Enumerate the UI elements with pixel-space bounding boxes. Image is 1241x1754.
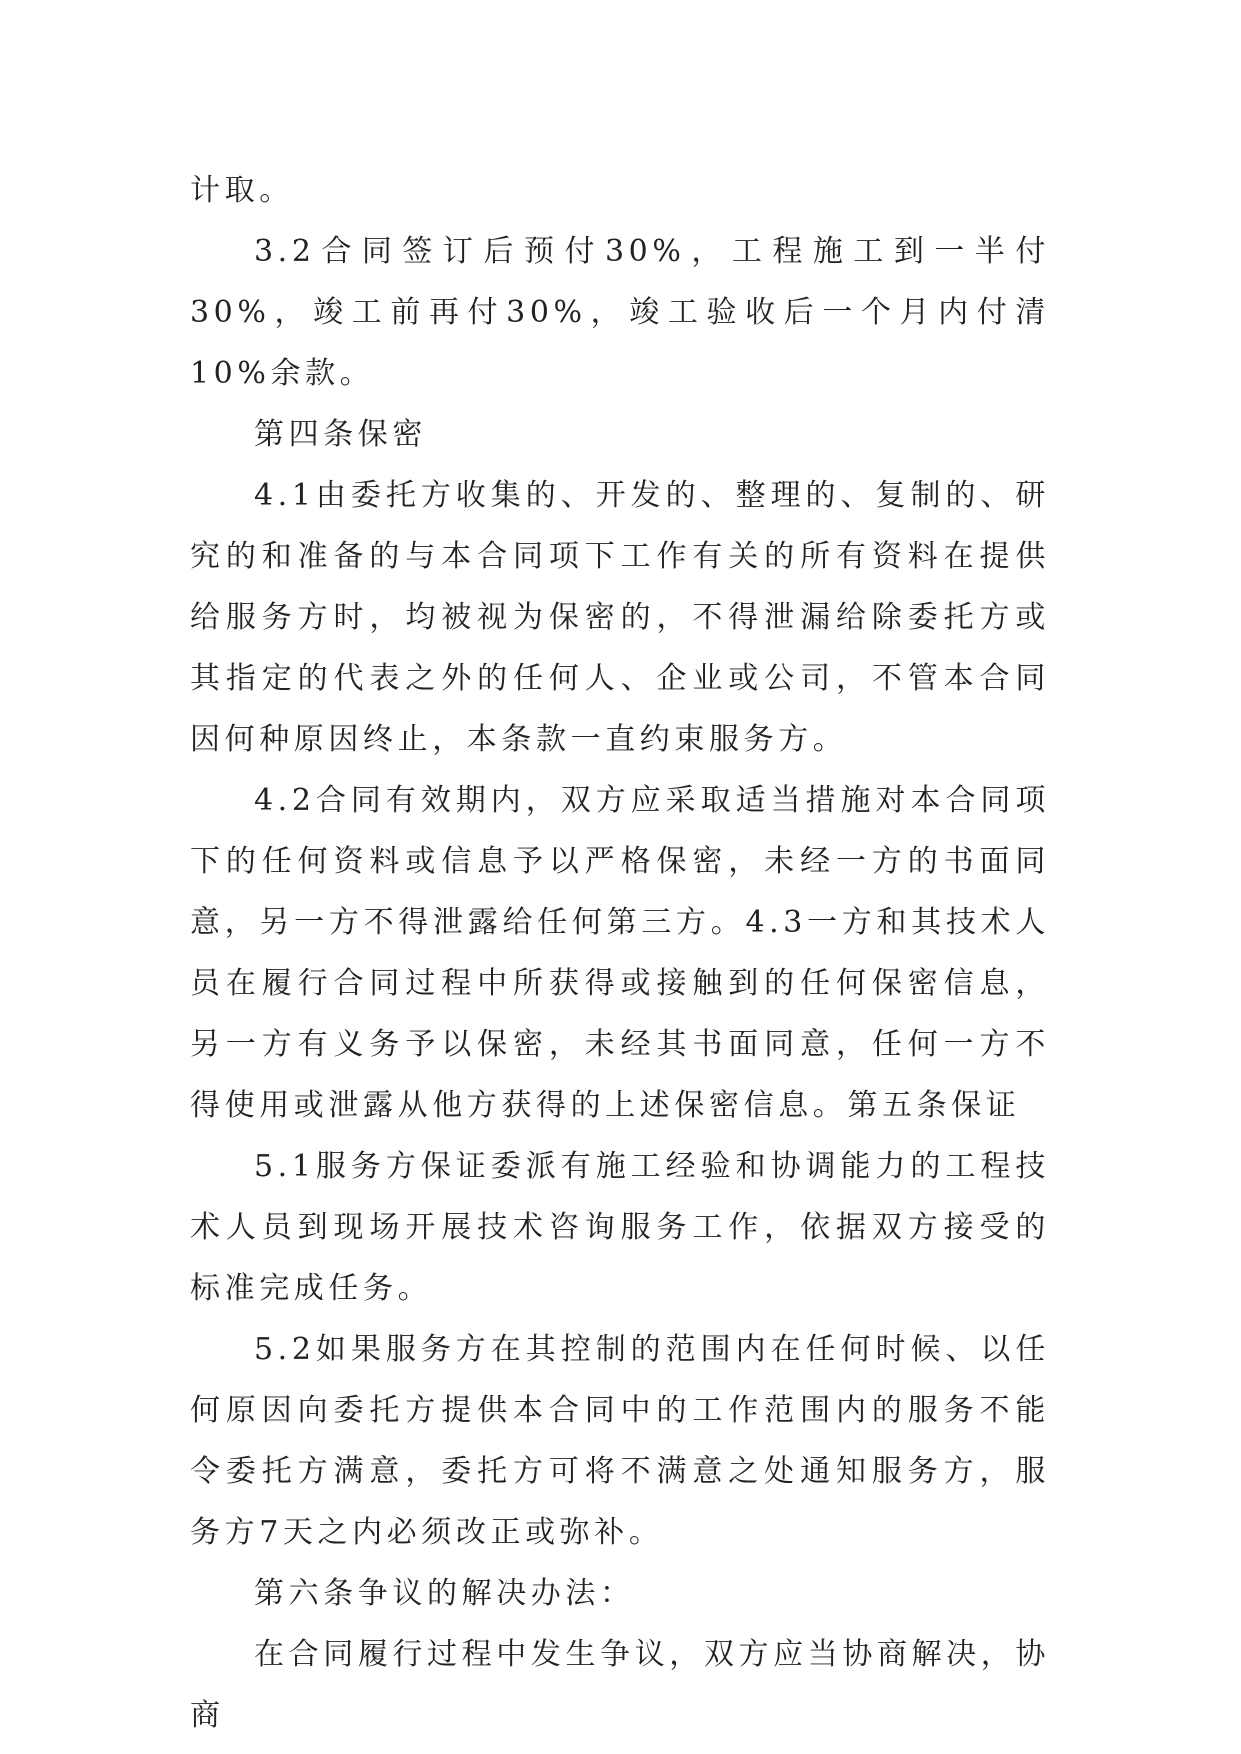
paragraph-4-1: 4.1由委托方收集的、开发的、整理的、复制的、研究的和准备的与本合同项下工作有关的所有资料在提供给服务方时，均被视为保密的，不得泄漏给除委托方或其指定的代表之外的任何人、企业或公司，不管本合同因何种原因终止，本条款一直约束服务方。 <box>190 478 1050 757</box>
paragraph-2: 3.2合同签订后预付30%，工程施工到一半付30%，竣工前再付30%，竣工验收后一个月内付清10%余款。 <box>190 234 1050 391</box>
paragraph-6: 在合同履行过程中发生争议，双方应当协商解决，协商 <box>190 1637 1050 1733</box>
paragraph-5-2: 5.2如果服务方在其控制的范围内在任何时候、以任何原因向委托方提供本合同中的工作范围内的服务不能令委托方满意，委托方可将不满意之处通知服务方，服务方7天之内必须改正或弥补。 <box>190 1332 1050 1550</box>
paragraph-1: 计取。 <box>190 173 294 208</box>
paragraph-4-2: 4.2合同有效期内，双方应采取适当措施对本合同项下的任何资料或信息予以严格保密，未经一方的书面同意，另一方不得泄露给任何第三方。4.3一方和其技术人员在履行合同过程中所获得或接触到的任何保密信息，另一方有义务予以保密，未经其书面同意，任何一方不得使用或泄露从他方获得的上述保密信息。第五条保证 <box>190 783 1050 1123</box>
section-heading-4: 第四条保密 <box>254 417 427 452</box>
paragraph-5-1: 5.1服务方保证委派有施工经验和协调能力的工程技术人员到现场开展技术咨询服务工作，依据双方接受的标准完成任务。 <box>190 1149 1050 1306</box>
document-body <box>190 160 1050 1746</box>
section-heading-6: 第六条争议的解决办法： <box>254 1576 635 1611</box>
